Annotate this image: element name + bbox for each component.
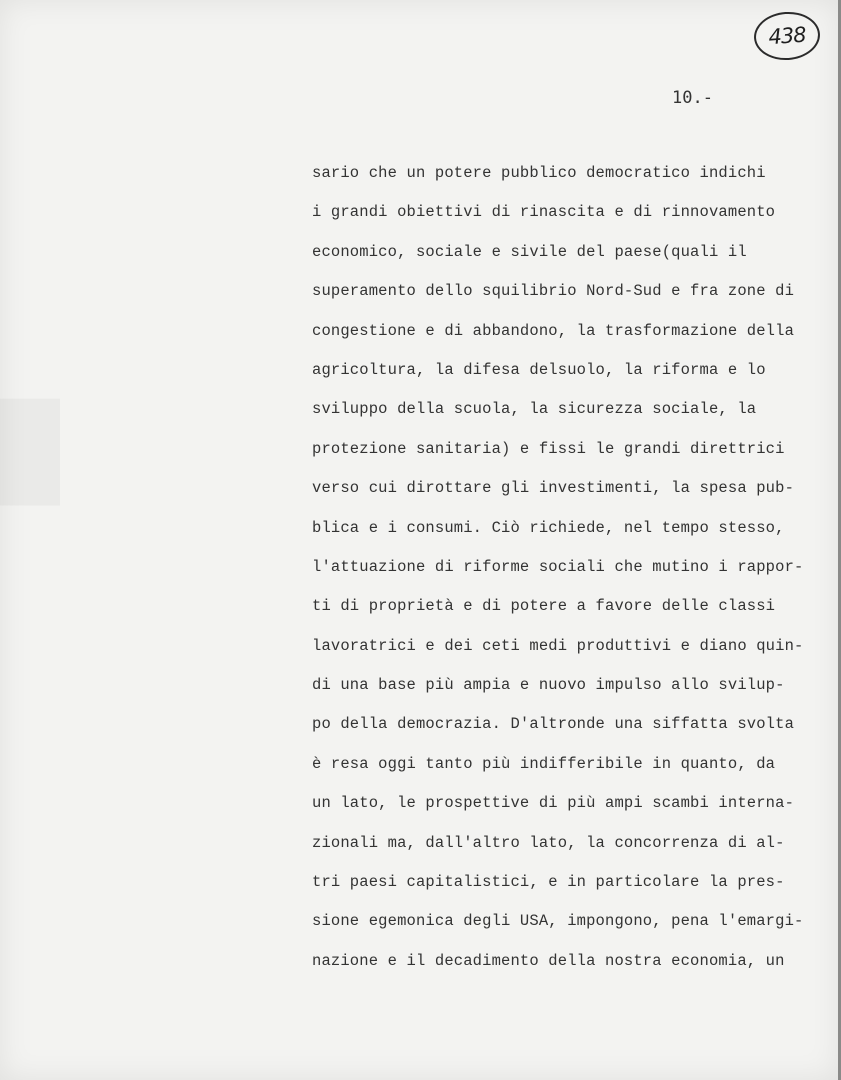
text-line: tri paesi capitalistici, e in particolare la pres- xyxy=(312,873,785,892)
text-line: protezione sanitaria) e fissi le grandi direttrici xyxy=(312,439,785,458)
text-line: sviluppo della scuola, la sicurezza sociale, la xyxy=(312,400,757,419)
body-text xyxy=(312,154,803,981)
text-line: verso cui dirottare gli investimenti, la spesa pub- xyxy=(312,479,795,498)
text-line: zionali ma, dall'altro lato, la concorrenza di al- xyxy=(312,833,785,852)
bleed-through-texture xyxy=(0,400,89,505)
text-line: sione egemonica degli USA, impongono, pena l'emargi- xyxy=(312,912,804,931)
text-line: nazione e il decadimento della nostra economia, un xyxy=(312,951,785,970)
text-line: superamento dello squilibrio Nord-Sud e fra zone di xyxy=(312,282,795,301)
text-line: sario che un potere pubblico democratico indichi xyxy=(312,164,766,182)
text-line: l'attuazione di riforme sociali che mutino i rappor- xyxy=(312,557,804,576)
text-line: congestione e di abbandono, la trasformazione della xyxy=(312,321,795,340)
archive-number-stamp: 438 xyxy=(752,10,821,62)
text-line: economico, sociale e sivile del paese(quali il xyxy=(312,242,747,261)
text-line: ti di proprietà e di potere a favore delle classi xyxy=(312,597,776,616)
text-line: è resa oggi tanto più indifferibile in quanto, da xyxy=(312,754,776,773)
text-line: blica e i consumi. Ciò richiede, nel tempo stesso, xyxy=(312,518,785,537)
text-line: un lato, le prospettive di più ampi scambi interna- xyxy=(312,794,795,813)
text-line: po della democrazia. D'altronde una siffatta svolta xyxy=(312,715,795,734)
text-line: di una base più ampia e nuovo impulso allo svilup- xyxy=(312,676,785,695)
text-line: agricoltura, la difesa delsuolo, la riforma e lo xyxy=(312,360,766,379)
text-line: lavoratrici e dei ceti medi produttivi e diano quin- xyxy=(312,636,804,655)
page-number: 10.- xyxy=(672,88,713,108)
text-line: i grandi obiettivi di rinascita e di rinnovamento xyxy=(312,203,776,222)
